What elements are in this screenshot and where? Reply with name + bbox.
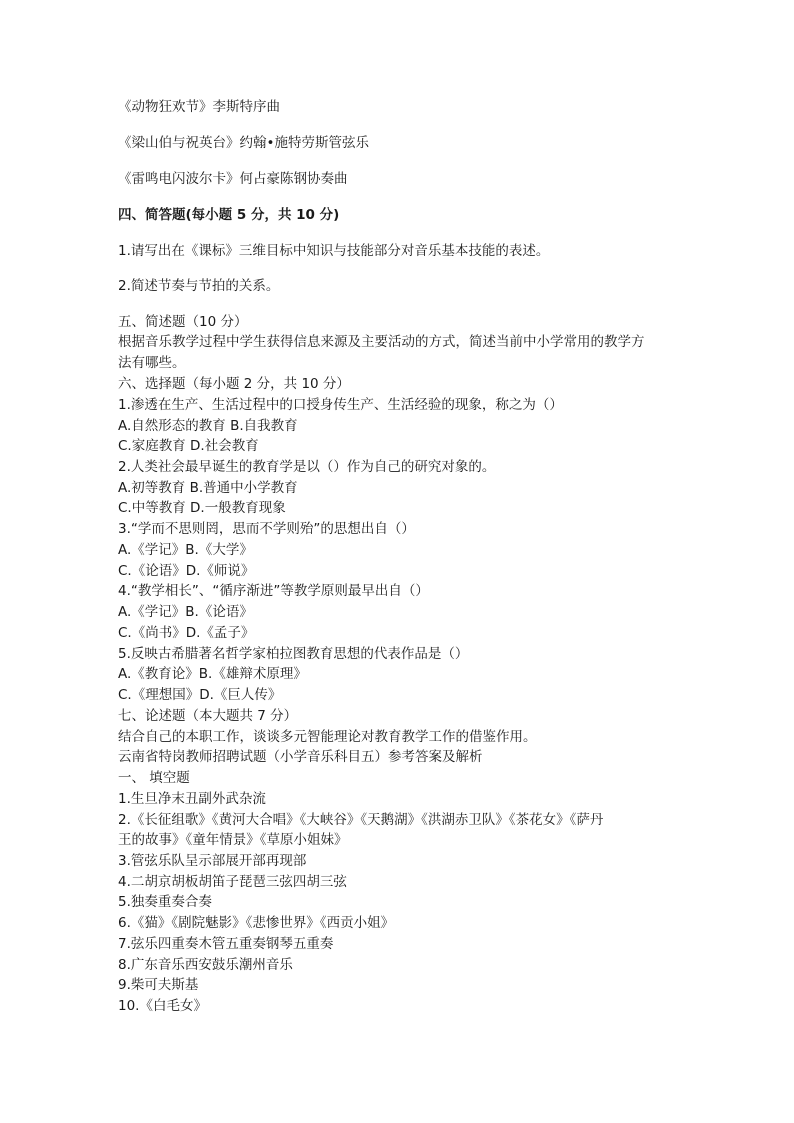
question-text: 2.人类社会最早诞生的教育学是以（）作为自己的研究对象的。 <box>118 459 496 475</box>
question-text: 法有哪些。 <box>118 355 186 371</box>
option-line: A.《学记》B.《论语》 <box>118 604 253 620</box>
answer-line: 5.独奏重奏合奏 <box>118 894 212 910</box>
section-heading: 七、论述题（本大题共 7 分） <box>118 708 298 724</box>
option-line: A.《学记》B.《大学》 <box>118 542 253 558</box>
answer-line: 王的故事》《童年情景》《草原小姐妹》 <box>118 832 348 848</box>
answer-line: 6.《猫》《剧院魅影》《悲惨世界》《西贡小姐》 <box>118 915 395 931</box>
option-line: A.初等教育 B.普通中小学教育 <box>118 480 298 496</box>
section-heading: 四、简答题(每小题 5 分，共 10 分) <box>118 207 340 223</box>
question-text: 结合自己的本职工作，谈谈多元智能理论对教育教学工作的借鉴作用。 <box>118 729 537 745</box>
question-text: 1.请写出在《课标》三维目标中知识与技能部分对音乐基本技能的表述。 <box>118 243 550 259</box>
answer-line: 2.《长征组歌》《黄河大合唱》《大峡谷》《天鹅湖》《洪湖赤卫队》《茶花女》《萨丹 <box>118 812 604 828</box>
answer-line: 10.《白毛女》 <box>118 998 207 1014</box>
text-line: 《动物狂欢节》李斯特序曲 <box>118 99 280 115</box>
option-line: C.《尚书》D.《孟子》 <box>118 625 255 641</box>
question-text: 根据音乐教学过程中学生获得信息来源及主要活动的方式，简述当前中小学常用的教学方 <box>118 334 645 350</box>
section-heading: 五、简述题（10 分） <box>118 314 248 330</box>
option-line: C.《理想国》D.《巨人传》 <box>118 687 282 703</box>
answer-title: 云南省特岗教师招聘试题（小学音乐科目五）参考答案及解析 <box>118 749 483 765</box>
text-line: 《雷鸣电闪波尔卡》何占豪陈钢协奏曲 <box>118 171 348 187</box>
answer-line: 1.生旦净末丑副外武杂流 <box>118 791 266 807</box>
question-text: 2.简述节奏与节拍的关系。 <box>118 278 280 294</box>
option-line: C.家庭教育 D.社会教育 <box>118 438 259 454</box>
text-line: 《梁山伯与祝英台》约翰•施特劳斯管弦乐 <box>118 135 369 151</box>
question-text: 1.渗透在生产、生活过程中的口授身传生产、生活经验的现象，称之为（） <box>118 397 563 413</box>
option-line: C.中等教育 D.一般教育现象 <box>118 500 286 516</box>
question-text: 3.“学而不思则罔，思而不学则殆”的思想出自（） <box>118 521 415 537</box>
answer-line: 8.广东音乐西安鼓乐潮州音乐 <box>118 957 293 973</box>
section-heading: 六、选择题（每小题 2 分，共 10 分） <box>118 376 350 392</box>
answer-line: 9.柴可夫斯基 <box>118 977 199 993</box>
option-line: A.《教育论》B.《雄辩术原理》 <box>118 666 307 682</box>
section-heading: 一、 填空题 <box>118 770 190 786</box>
option-line: C.《论语》D.《师说》 <box>118 563 255 579</box>
question-text: 5.反映古希腊著名哲学家柏拉图教育思想的代表作品是（） <box>118 646 469 662</box>
answer-line: 7.弦乐四重奏木管五重奏钢琴五重奏 <box>118 936 334 952</box>
answer-line: 3.管弦乐队呈示部展开部再现部 <box>118 853 307 869</box>
answer-line: 4.二胡京胡板胡笛子琵琶三弦四胡三弦 <box>118 874 347 890</box>
document-page <box>118 0 688 1123</box>
question-text: 4.“教学相长”、“循序渐进”等教学原则最早出自（） <box>118 583 429 599</box>
option-line: A.自然形态的教育 B.自我教育 <box>118 418 298 434</box>
